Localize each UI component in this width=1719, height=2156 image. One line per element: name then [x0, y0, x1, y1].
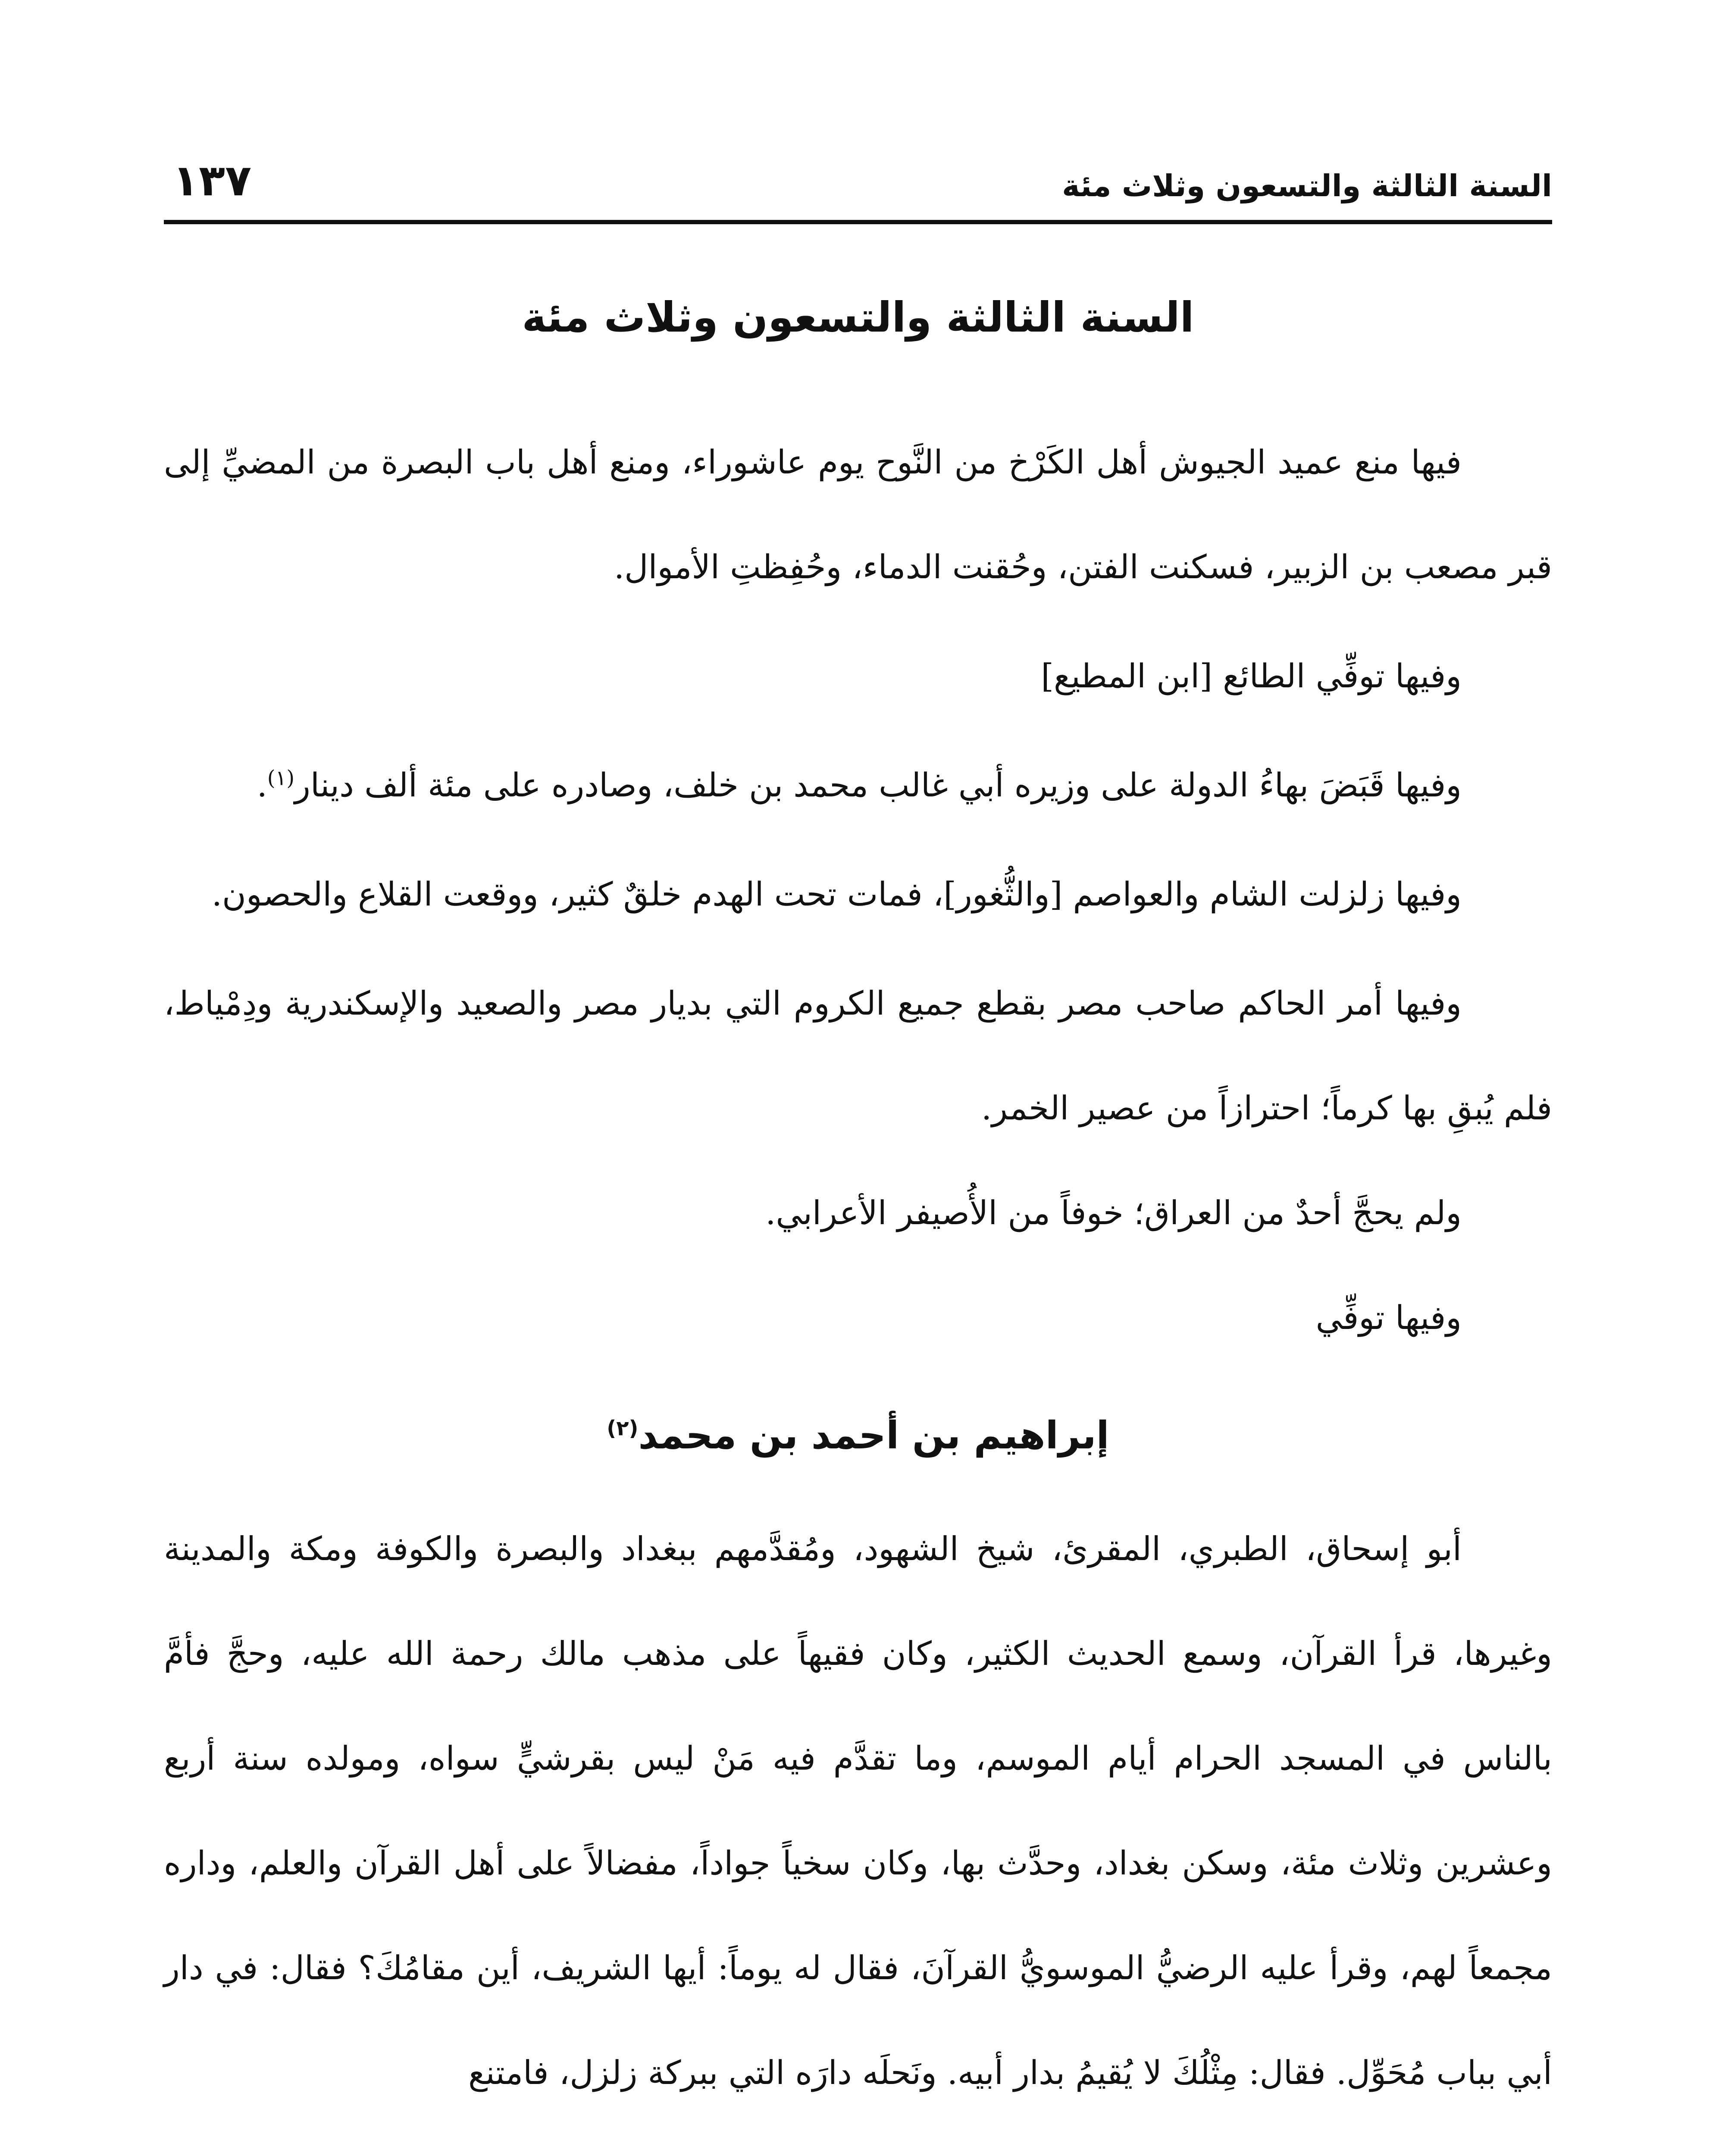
page-number: ١٣٧: [172, 155, 252, 206]
running-header: [164, 155, 1552, 224]
paragraph-karkh: فيها منع عميد الجيوش أهل الكَرْخ من النَّوح يوم عاشوراء، ومنع أهل باب البصرة من المضيِّ إلى قبر مصعب بن الزبير، فسكنت الفتن، وحُقنت الدماء، وحُفِظتِ الأموال.: [164, 443, 1552, 586]
paragraph-vineyards: وفيها أمر الحاكم صاحب مصر بقطع جميع الكروم التي بديار مصر والصعيد والإسكندرية ودِمْياط، فلم يُبقِ بها كرماً؛ احترازاً من عصير الخمر.: [164, 984, 1552, 1127]
paragraph-vizier-end: .: [257, 766, 267, 804]
biography-heading-text: إبراهيم بن أحمد بن محمد: [638, 1413, 1109, 1457]
section-heading: السنة الثالثة والتسعون وثلاث مئة: [522, 293, 1194, 342]
paragraph-taai: وفيها توفِّي الطائع [ابن المطيع]: [1041, 657, 1462, 695]
paragraph-hajj: ولم يحجَّ أحدٌ من العراق؛ خوفاً من الأُصيفر الأعرابي.: [765, 1194, 1462, 1232]
paragraph-vizier-text: وفيها قَبَضَ بهاءُ الدولة على وزيره أبي غالب محمد بن خلف، وصادره على مئة ألف دينار: [294, 766, 1462, 804]
biography-heading: [164, 1383, 1552, 1488]
book-page: [164, 0, 1552, 2156]
paragraph-deaths-intro: وفيها توفِّي: [1315, 1298, 1462, 1337]
main-text: [164, 410, 1552, 2125]
footnote-ref-2[interactable]: (٢): [607, 1416, 639, 1441]
footnote-ref-1[interactable]: (١): [267, 766, 295, 790]
biography-paragraph: أبو إسحاق، الطبري، المقرئ، شيخ الشهود، ومُقدَّمهم ببغداد والبصرة والكوفة ومكة والمدينة وغيرها، قرأ القرآن، وسمع الحديث الكثير، وكان فقيهاً على مذهب مالك رحمة الله عليه، وحجَّ فأمَّ بالناس في المسجد الحرام أيام الموسم، وما تقدَّم فيه مَنْ ليس بقرشيٍّ سواه، ومولده سنة أربع وعشرين وثلاث مئة، وسكن بغداد، وحدَّث بها، وكان سخياً جواداً، مفضالاً على أهل القرآن والعلم، وداره مجمعاً لهم، وقرأ عليه الرضيُّ الموسويُّ القرآنَ، فقال له يوماً: أيها الشريف، أين مقامُكَ؟ فقال: في دار أبي بباب مُحَوِّل. فقال: مِثْلُكَ لا يُقيمُ بدار أبيه. ونَحلَه دارَه التي ببركة زلزل، فامتنع: [164, 1529, 1552, 2092]
running-title: السنة الثالثة والتسعون وثلاث مئة: [1062, 168, 1552, 204]
paragraph-vizier: [164, 733, 1552, 837]
paragraph-earthquake: وفيها زلزلت الشام والعواصم [والثُّغور]، فمات تحت الهدم خلقٌ كثير، ووقعت القلاع والحصون.: [211, 875, 1462, 913]
